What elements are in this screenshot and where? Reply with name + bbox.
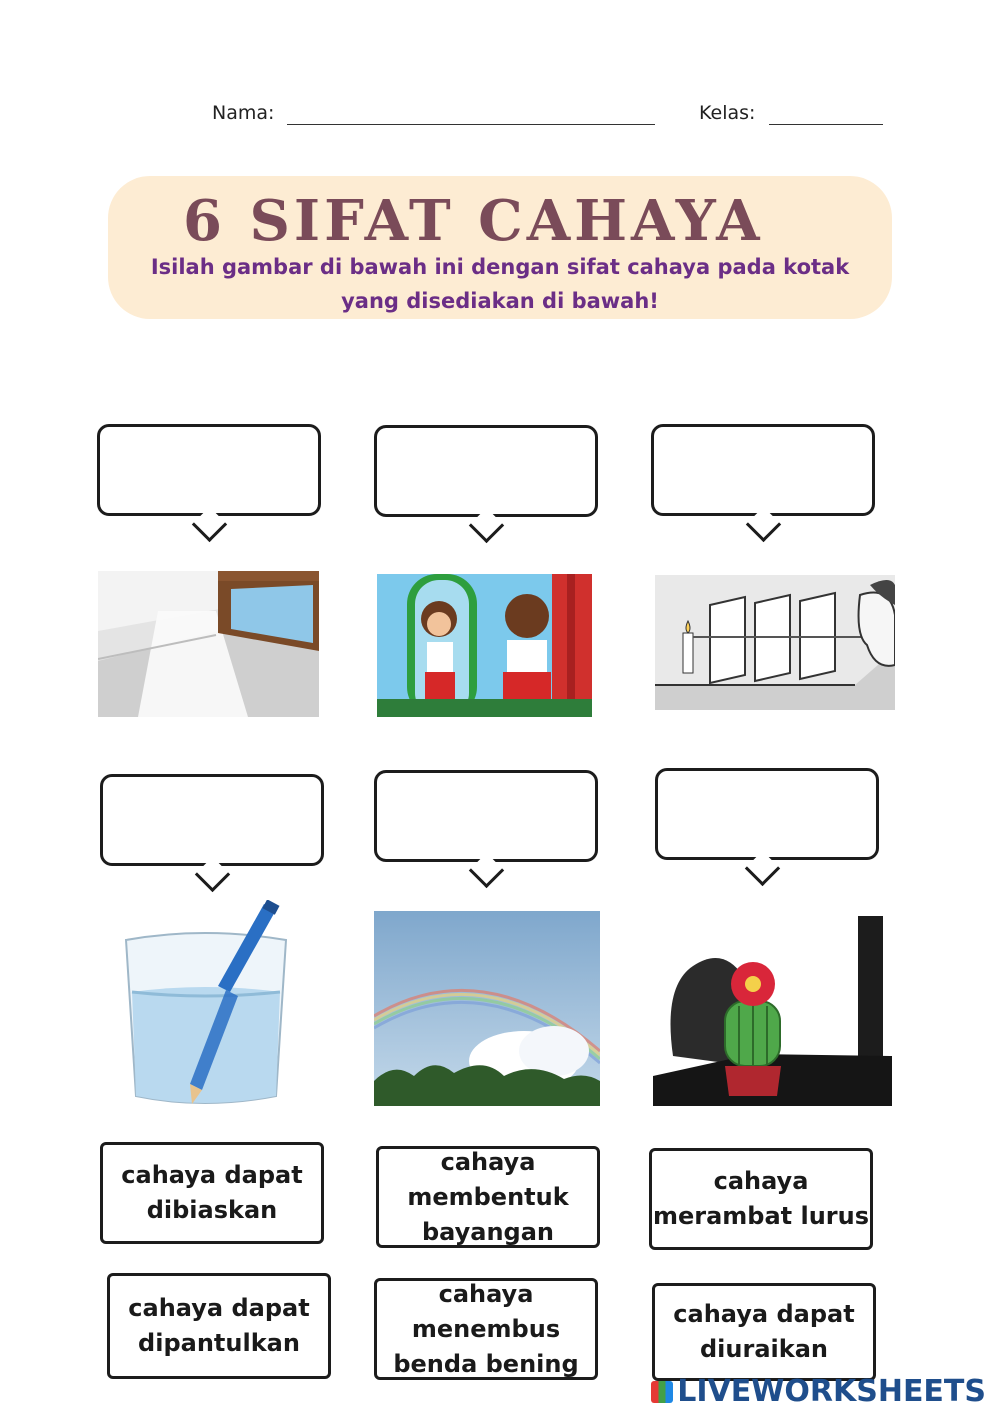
brand-icon <box>651 1381 673 1403</box>
instructions <box>128 250 872 318</box>
answer-card-menembus-benda-bening[interactable]: cahaya menembus benda bening <box>374 1278 598 1380</box>
instructions-line-1: Isilah gambar di bawah ini dengan sifat cahaya pada kotak <box>150 255 850 279</box>
answer-bubble-1[interactable] <box>97 424 321 516</box>
page-title: 6 SIFAT CAHAYA <box>183 188 764 254</box>
answer-card-dibiaskan[interactable]: cahaya dapat dibiaskan <box>100 1142 324 1244</box>
liveworksheets-logo <box>651 1374 986 1409</box>
answer-card-membentuk-bayangan[interactable]: cahaya membentuk bayangan <box>376 1146 600 1248</box>
light-straight-line-image <box>655 575 895 710</box>
answer-bubble-6[interactable] <box>655 768 879 860</box>
class-label: Kelas: <box>699 102 756 124</box>
cactus-shadow-image <box>653 916 892 1106</box>
title-banner <box>108 176 892 319</box>
instructions-line-2: yang disediakan di bawah! <box>341 289 659 313</box>
answer-bubble-5[interactable] <box>374 770 598 862</box>
answer-card-diuraikan[interactable]: cahaya dapat diuraikan <box>652 1283 876 1381</box>
class-field[interactable] <box>769 124 883 125</box>
brand-name: LIVEWORKSHEETS <box>677 1374 986 1409</box>
answer-bubble-2[interactable] <box>374 425 598 517</box>
mirror-reflection-image <box>377 574 592 717</box>
answer-card-dipantulkan[interactable]: cahaya dapat dipantulkan <box>107 1273 331 1379</box>
rainbow-image <box>374 911 600 1106</box>
name-label: Nama: <box>212 102 275 124</box>
answer-bubble-3[interactable] <box>651 424 875 516</box>
answer-card-merambat-lurus[interactable]: cahaya merambat lurus <box>649 1148 873 1250</box>
answer-bubble-4[interactable] <box>100 774 324 866</box>
window-light-image <box>98 571 319 717</box>
pencil-in-water-image <box>118 900 290 1108</box>
name-field[interactable] <box>287 124 655 125</box>
